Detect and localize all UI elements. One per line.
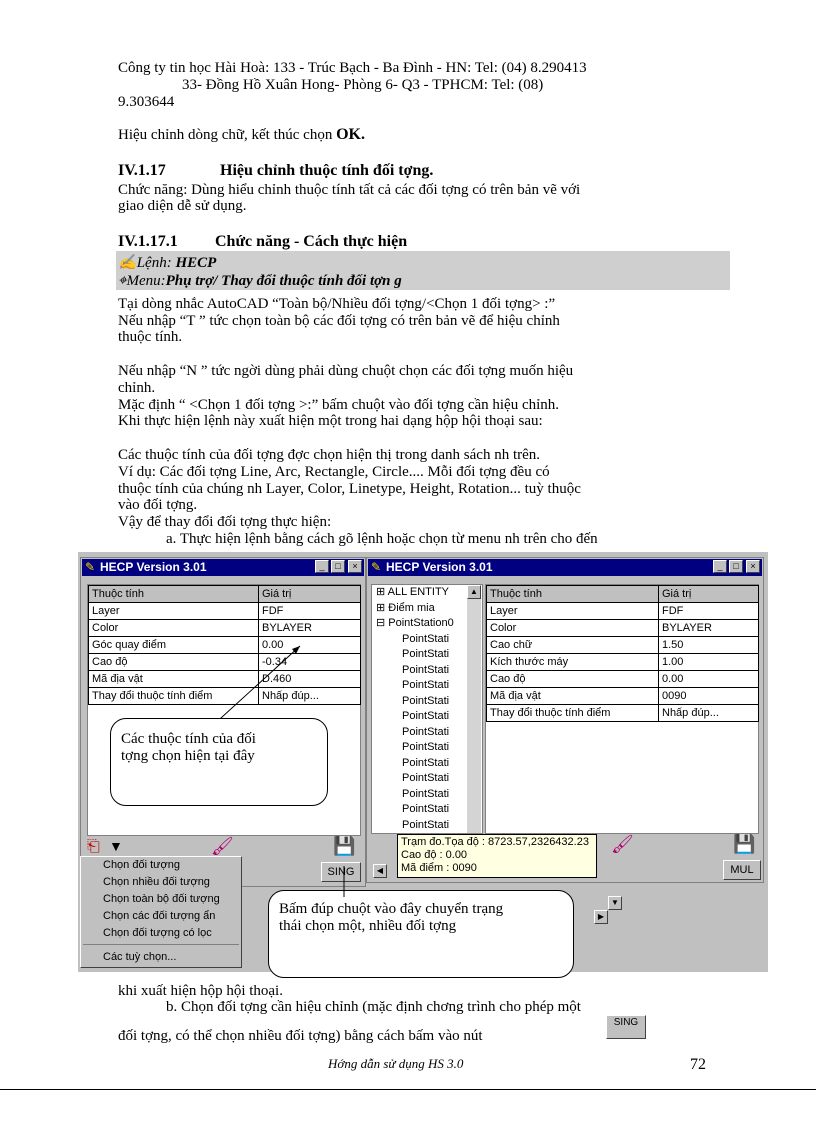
minimize-button[interactable]: _ [315,560,329,573]
property-value[interactable]: BYLAYER [259,620,361,637]
command-line [118,255,216,272]
tree-node[interactable]: PointStati [402,648,450,660]
property-value[interactable]: Nhấp đúp... [259,688,361,705]
function-line-2: giao diện dễ sử dụng. [118,198,247,214]
property-value[interactable]: 1.50 [659,637,759,654]
tree-node-root[interactable]: ⊞ ALL ENTITY [376,586,450,598]
function-line-1: Chức năng: Dùng hiểu chỉnh thuộc tính tất cả các đối tợng có trên bản vẽ với [118,182,581,198]
body-line: Tại dòng nhắc AutoCAD “Toàn bộ/Nhiều đối tợng/<Chọn 1 đối tợng> :” [118,296,556,312]
body-line: khi xuất hiện hộp hội thoại. [118,983,283,999]
body-line: vào đối tợng. [118,497,198,513]
menu-item-options[interactable]: Các tuỳ chọn... [103,951,177,963]
body-line: thuộc tính của chúng nh Layer, Color, Linetype, Height, Rotation... tuỳ thuộc [118,481,581,497]
menu-label: Menu: [126,273,166,289]
maximize-button[interactable]: □ [331,560,345,573]
section-title: Hiệu chỉnh thuộc tính đối tợng. [220,162,434,179]
callout-properties [110,718,328,806]
callout-arrow-2 [330,864,360,898]
property-name: Color [487,620,659,637]
body-line: Ví dụ: Các đối tợng Line, Arc, Rectangle, Circle.... Mỗi đối tợng đều có [118,464,550,480]
property-value[interactable]: 0.00 [659,671,759,688]
callout-line-2: tợng chọn hiện tại đây [121,748,255,764]
tooltip-line-1: Trạm đo.Tọa độ : 8723.57,2326432.23 [401,836,589,848]
property-value[interactable]: BYLAYER [659,620,759,637]
point-tooltip [397,834,597,878]
body-line: chỉnh. [118,380,156,396]
maximize-button[interactable]: □ [729,560,743,573]
small-down-icon[interactable]: ▼ [608,896,622,910]
subsection-title: Chức năng - Cách thực hiện [215,233,408,250]
footer-caption: Hớng dẫn sử dụng HS 3.0 [328,1056,464,1071]
dialog-title-bar [368,559,762,576]
property-name: Cao chữ [487,637,659,654]
property-value[interactable]: 0090 [659,688,759,705]
col-property: Thuộc tính [487,586,659,603]
body-line: đối tợng, có thể chọn nhiều đối tợng) bằng cách bấm vào nút [118,1028,483,1044]
property-name: Thay đổi thuộc tính điểm [89,688,259,705]
callout-line-2: thái chọn một, nhiều đối tợng [279,918,457,934]
table-row[interactable] [487,620,759,637]
table-header [89,586,361,603]
mul-button[interactable]: MUL [723,860,761,880]
footer-rule [0,1089,816,1090]
header-line-2: 33- Đồng Hồ Xuân Hong- Phòng 6- Q3 - TPHCM: Tel: (08) [182,77,544,93]
property-name: Mã địa vật [89,671,259,688]
property-value[interactable]: Nhấp đúp... [659,705,759,722]
dropdown-arrow-icon[interactable]: ▼ [109,838,123,854]
menu-value: Phụ trợ/ Thay đổi thuộc tính đối tợn g [165,273,402,289]
table-row[interactable] [487,654,759,671]
menu-item-select-object[interactable]: Chọn đối tượng [103,859,180,871]
body-line: Mặc định “ <Chọn 1 đối tợng >:” bấm chuột vào đối tợng cần hiệu chỉnh. [118,397,560,413]
tooltip-line-2: Cao độ : 0.00 [401,849,468,861]
select-tool-icon[interactable]: ⎗ [87,838,100,855]
property-name: Cao độ [487,671,659,688]
property-name: Mã địa vật [487,688,659,705]
tree-node[interactable]: PointStati [402,818,450,831]
property-value[interactable]: FDF [259,603,361,620]
property-value[interactable]: D.460 [259,671,361,688]
hecp-dialog-multiple [366,557,764,883]
dialog-title: HECP Version 3.01 [100,560,207,574]
property-name: Layer [89,603,259,620]
body-line: Các thuộc tính của đối tợng đợc chọn hiện thị trong danh sách nh trên. [118,447,541,463]
tree-node[interactable]: PointStati [402,679,450,691]
callout-line-1: Bấm đúp chuột vào đây chuyển trạng [279,901,504,917]
selection-menu [80,856,242,968]
ok-text: OK. [336,126,365,143]
table-row[interactable] [487,603,759,620]
property-name: Kích thước máy [487,654,659,671]
tree-node[interactable]: PointStati [402,725,450,738]
table-row[interactable] [487,705,759,722]
minimize-button[interactable]: _ [713,560,727,573]
page-number: 72 [690,1056,706,1073]
menu-item-select-hidden[interactable]: Chọn các đối tượng ẩn [103,910,216,922]
tree-node[interactable]: PointStati [402,663,450,676]
table-header [487,586,759,603]
header-line-1: Công ty tin học Hài Hoà: 133 - Trúc Bạch - Ba Đình - HN: Tel: (04) 8.290413 [118,60,587,76]
scroll-up-icon[interactable]: ▲ [467,585,481,599]
body-line: a. Thực hiện lệnh bằng cách gõ lệnh hoặc chọn từ menu nh trên cho đến [166,531,598,547]
scroll-right-icon[interactable]: ▶ [594,910,608,924]
save-icon[interactable]: 💾 [333,836,356,856]
mouse-icon: ⌖ [118,273,127,289]
tree-node-label: ALL ENTITY [387,586,450,598]
tree-node[interactable]: PointStati [402,787,450,800]
table-row[interactable] [487,637,759,654]
table-row[interactable] [487,688,759,705]
pencil-icon: ✍ [118,255,137,271]
menu-item-select-multiple[interactable]: Chọn nhiều đối tượng [103,876,210,888]
save-icon[interactable]: 💾 [733,834,756,854]
body-line: Nếu nhập “T ” tức chọn toàn bộ các đối tợng có trên bản vẽ để hiệu chỉnh [118,313,560,329]
body-line: b. Chọn đối tợng cần hiệu chỉnh (mặc định chơng trình cho phép một [166,999,581,1015]
tree-scrollbar[interactable] [467,585,481,833]
property-value[interactable]: 0.00 [259,637,361,654]
callout-arrow-1 [200,640,310,730]
arrow-line [210,646,300,728]
scroll-left-icon[interactable]: ◀ [373,864,387,878]
tree-node[interactable]: PointStati [402,710,450,722]
property-name: Cao độ [89,654,259,671]
brush-icon[interactable]: 🖌 [611,834,634,854]
col-value: Giá trị [259,586,361,603]
close-button[interactable]: × [348,560,362,573]
table-row[interactable] [89,603,361,620]
header-line-3: 9.303644 [118,94,175,110]
col-value: Giá trị [659,586,759,603]
menu-line [118,273,402,290]
tree-node[interactable]: ⊞ Điểm mia [376,601,435,614]
sing-button[interactable]: SING [321,862,361,882]
property-name: Layer [487,603,659,620]
sing-button-inline: SING [606,1015,646,1039]
command-label: Lệnh: [136,255,176,271]
close-button[interactable]: × [746,560,760,573]
tree-node[interactable]: PointStati [402,632,450,645]
tree-node[interactable]: PointStati [402,772,450,784]
dialog-title: HECP Version 3.01 [386,560,493,574]
property-name: Thay đổi thuộc tính điểm [487,705,659,722]
property-value[interactable]: 1.00 [659,654,759,671]
tree-node-label: Điểm mia [388,601,435,614]
edit-text-paragraph [118,126,365,144]
callout-line-1: Các thuộc tính của đối [121,731,256,747]
body-line: Khi thực hiện lệnh này xuất hiện một trong hai dạng hộp hội thoại sau: [118,413,543,429]
tree-node[interactable]: PointStati [402,741,450,753]
body-line: Nếu nhập “N ” tức ngời dùng phải dùng chuột chọn các đối tợng muốn hiệu [118,363,574,379]
app-icon: ✎ [85,560,96,574]
brush-icon[interactable]: 🖌 [211,836,234,856]
menu-item-select-all[interactable]: Chọn toàn bộ đối tượng [103,893,220,905]
tree-node[interactable]: PointStati [402,756,450,769]
tree-node[interactable]: ⊟ PointStation0 [376,617,454,629]
subsection-number: IV.1.17.1 [118,233,178,250]
property-value[interactable]: FDF [659,603,759,620]
property-name: Góc quay điểm [89,637,259,654]
table-row[interactable] [487,671,759,688]
tooltip-line-3: Mã điểm : 0090 [401,862,477,874]
menu-item-select-filtered[interactable]: Chọn đối tượng có lọc [103,927,212,939]
tree-node[interactable]: PointStati [402,803,450,815]
command-value: HECP [175,255,217,271]
table-row[interactable] [89,620,361,637]
property-value[interactable]: -0.34 [259,654,361,671]
col-property: Thuộc tính [89,586,259,603]
property-table [486,585,759,722]
tree-node-label: PointStation0 [388,617,454,629]
property-name: Color [89,620,259,637]
tree-node[interactable]: PointStati [402,694,450,707]
app-icon: ✎ [371,560,382,574]
body-line: thuộc tính. [118,329,183,345]
edit-text: Hiệu chỉnh dòng chữ, kết thúc chọn [118,127,337,143]
property-pane [485,584,759,834]
callout-mode-toggle [268,890,574,978]
section-number: IV.1.17 [118,162,166,179]
body-line: Vậy để thay đổi đối tợng thực hiện: [118,514,332,530]
